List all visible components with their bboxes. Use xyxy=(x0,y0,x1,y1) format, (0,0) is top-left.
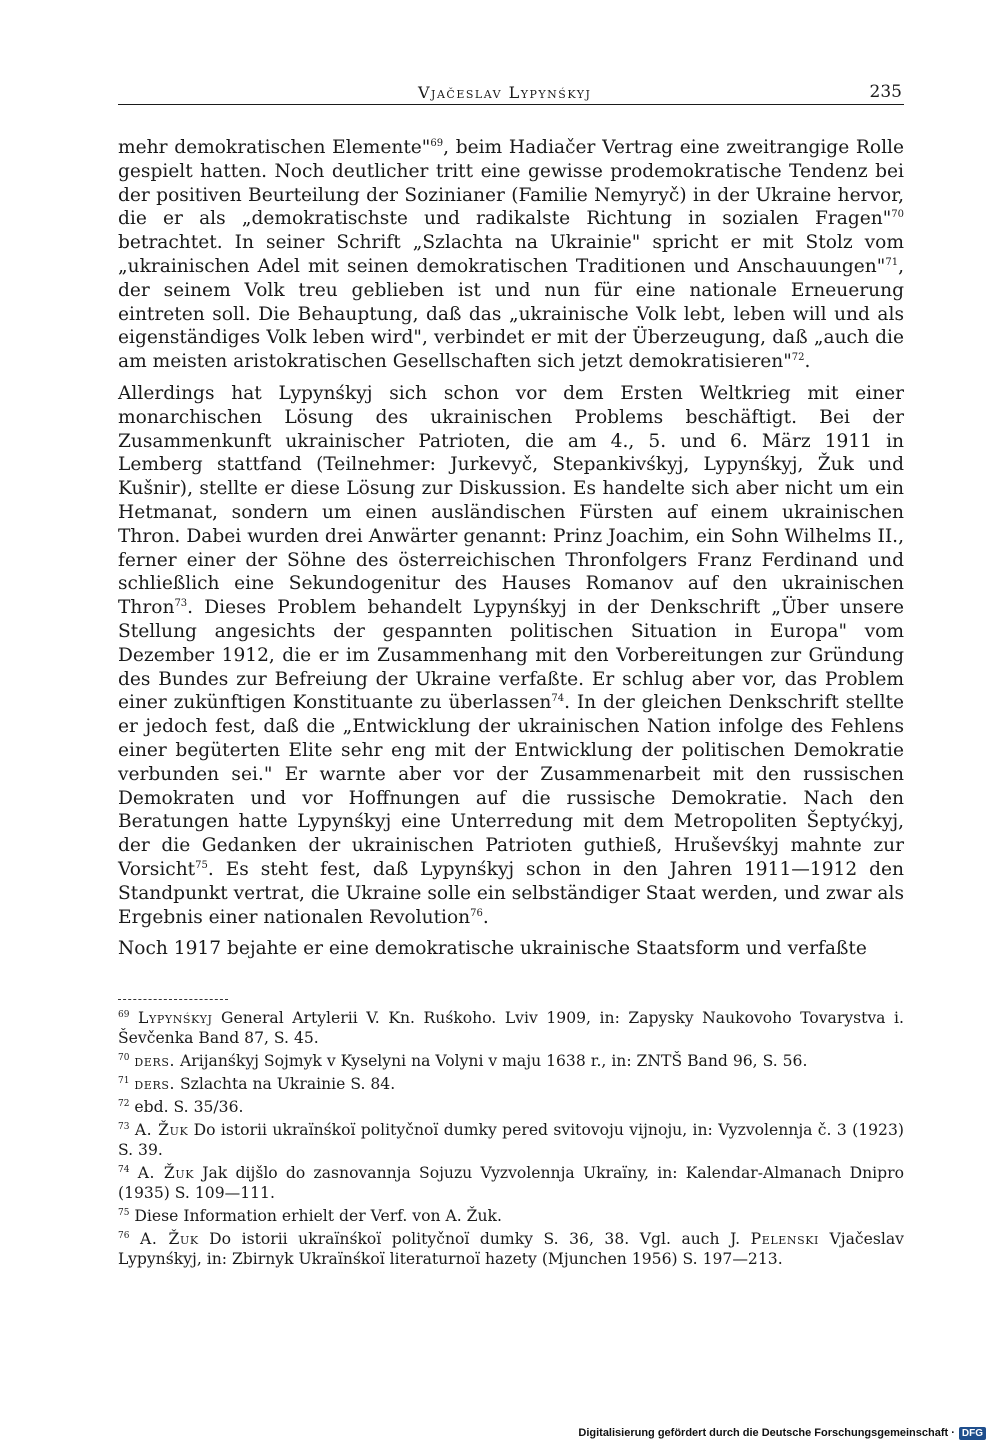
footnote-ref-70[interactable]: 70 xyxy=(891,209,904,221)
body-text xyxy=(118,136,904,961)
footnote-author: Pelenski xyxy=(750,1230,819,1248)
text-run: . Dieses Problem behandelt Lypynśkyj in der Denkschrift „Über unsere Stellung angesichts der gespannten politischen Situation in Europa" vom Dezember 1912, die er im Zusammenhang mit den Vorbereitungen zur Gründung des Bundes zur Befreiung der Ukraine verfaßte. Er schlug aber vor, das Problem einer zukünftigen Konstituante zu überlassen xyxy=(118,597,904,714)
footnote-text: Szlachta na Ukrainie S. 84. xyxy=(175,1075,396,1093)
footnote-author: ders. xyxy=(134,1075,176,1093)
funding-banner xyxy=(578,1425,986,1441)
footnote-number: 76 xyxy=(118,1231,130,1241)
footnote-ref-75[interactable]: 75 xyxy=(195,859,208,871)
text-run: betrachtet. In seiner Schrift „Szlachta na Ukrainie" spricht er mit Stolz vom „ukrainischen Adel mit seinen demokratischen Traditionen und Anschauungen" xyxy=(118,232,904,277)
text-run: , der seinem Volk treu geblieben ist und nun für eine nationale Erneuerung eintreten soll. Die Behauptung, daß das „ukrainische Volk lebt, leben will und als eigenständiges Volk leben wird", verbindet er mit der Überzeugung, daß „auch die am meisten aristokratischen Gesellschaften sich jetzt demokratisieren" xyxy=(118,255,904,373)
footnotes xyxy=(118,1008,904,1272)
paragraph-1 xyxy=(118,136,904,374)
text-run: . In der gleichen Denkschrift stellte er jedoch fest, daß die „Entwicklung der ukrainischen Nation infolge des Fehlens einer begüterten Elite sehr eng mit der Entwicklung der politischen Demokratie verbunden sei." Er warnte aber vor der Zusammenarbeit mit den russischen Demokraten und vor Hoffnungen auf die russische Demokratie. Nach den Beratungen hatte Lypynśkyj eine Unterredung mit dem Metropoliten Šeptyćkyj, der die Gedanken der ukrainischen Patrioten guthieß, Hruševśkyj mahnte zur Vorsicht xyxy=(118,692,905,880)
footnote-ref-71[interactable]: 71 xyxy=(885,256,899,268)
running-title: Vjačeslav Lypynśkyj xyxy=(418,83,592,102)
footnote-text: General Artylerii V. Kn. Ruśkoho. Lviv 1909, in: Zapysky Naukovoho Tovarystva i. Ševčenka Band 87, S. 45. xyxy=(118,1009,904,1047)
footnote-number: 71 xyxy=(118,1076,130,1086)
footnote-number: 73 xyxy=(118,1122,130,1132)
footnote-text: ebd. S. 35/36. xyxy=(134,1098,244,1116)
funding-text: Digitalisierung gefördert durch die Deutsche Forschungsgemeinschaft · xyxy=(578,1427,955,1439)
footnote-text: Do istorii ukraïnśkoï polityčnoï dumky pered svitovoju vijnoju, in: Vyzvolennja č. 3 (1923) S. 39. xyxy=(118,1121,904,1159)
footnote-73 xyxy=(118,1120,904,1160)
footnote-74 xyxy=(118,1163,904,1203)
text-run: . xyxy=(804,351,811,373)
text-run: , beim Hadiačer Vertrag eine zweitrangige Rolle gespielt hatten. Noch deutlicher tritt eine gewisse prodemokratische Tendenz bei der positiven Beurteilung der Sozinianer (Familie Nemyryč) in der Ukraine hervor, die er als „demokratischste und radikalste Richtung in sozialen Fragen" xyxy=(118,137,904,230)
footnote-ref-69[interactable]: 69 xyxy=(430,138,444,149)
footnote-author: A. Žuk xyxy=(139,1230,199,1248)
footnote-75 xyxy=(118,1206,904,1226)
dfg-logo-icon: DFG xyxy=(959,1427,986,1440)
footnote-71 xyxy=(118,1074,904,1094)
footnote-number: 72 xyxy=(118,1099,130,1109)
footnote-text: Diese Information erhielt der Verf. von A. Žuk. xyxy=(134,1207,502,1225)
paragraph-3: Noch 1917 bejahte er eine demokratische ukrainische Staatsform und verfaßte xyxy=(118,938,867,960)
footnote-text: Do istorii ukraïnśkoï polityčnoï dumky S. 36, 38. Vgl. auch J. xyxy=(198,1230,751,1248)
text-run: mehr demokratischen Elemente" xyxy=(118,137,431,158)
footnote-ref-73[interactable]: 73 xyxy=(174,598,188,610)
footnote-author: ders. xyxy=(134,1052,176,1070)
footnote-ref-74[interactable]: 74 xyxy=(551,693,565,705)
page-number: 235 xyxy=(869,82,902,102)
footnote-author: Lypynśkyj xyxy=(138,1009,213,1027)
footnote-number: 75 xyxy=(118,1208,130,1218)
footnote-author: A. Žuk xyxy=(137,1164,195,1182)
paragraph-2 xyxy=(118,382,904,929)
footnote-text: Vjačeslav Lypynśkyj, in: Zbirnyk Ukraïnśkoï literaturnoï hazety (Mjunchen 1956) S. 197—213. xyxy=(118,1230,904,1268)
running-head xyxy=(118,82,904,105)
footnote-text: Jak dijšlo do zasnovannja Sojuzu Vyzvolennja Ukraïny, in: Kalendar-Almanach Dnipro (1935) S. 109—111. xyxy=(118,1164,904,1202)
footnote-70 xyxy=(118,1051,904,1071)
footnote-text: Arijanśkyj Sojmyk v Kyselyni na Volyni v maju 1638 r., in: ZNTŠ Band 96, S. 56. xyxy=(175,1052,808,1070)
footnote-number: 74 xyxy=(118,1165,130,1175)
footnote-number: 69 xyxy=(118,1010,130,1020)
footnote-ref-76[interactable]: 76 xyxy=(470,907,483,919)
footnote-69 xyxy=(118,1008,904,1048)
text-run: . Es steht fest, daß Lypynśkyj schon in den Jahren 1911—1912 den Standpunkt vertrat, die Ukraine solle ein selbständiger Staat werden, und zwar als Ergebnis einer nationalen Revolution xyxy=(118,858,904,928)
text-run: . xyxy=(482,906,489,928)
footnote-separator xyxy=(118,999,228,1000)
footnote-number: 70 xyxy=(118,1053,130,1063)
footnote-76 xyxy=(118,1229,904,1269)
footnote-ref-72[interactable]: 72 xyxy=(791,352,805,364)
footnote-author: A. Žuk xyxy=(134,1121,189,1139)
footnote-72 xyxy=(118,1097,904,1117)
text-run: Allerdings hat Lypynśkyj sich schon vor dem Ersten Weltkrieg mit einer monarchischen Lösung des ukrainischen Problems beschäftigt. Bei der Zusammenkunft ukrainischer Patrioten, die am 4., 5. und 6. März 1911 in Lemberg stattfand (Teilnehmer: Jurkevyč, Stepankivśkyj, Lypynśkyj, Žuk und Kušnir), stellte er diese Lösung zur Diskussion. Es handelte sich aber nicht um ein Hetmanat, sondern um einen ausländischen Fürsten auf einem ukrainischen Thron. Dabei wurden drei Anwärter genannt: Prinz Joachim, ein Sohn Wilhelms II., ferner einer der Söhne des österreichischen Thronfolgers Franz Ferdinand und schließlich eine Sekundogenitur des Hauses Romanov auf den ukrainischen Thron xyxy=(118,382,904,619)
